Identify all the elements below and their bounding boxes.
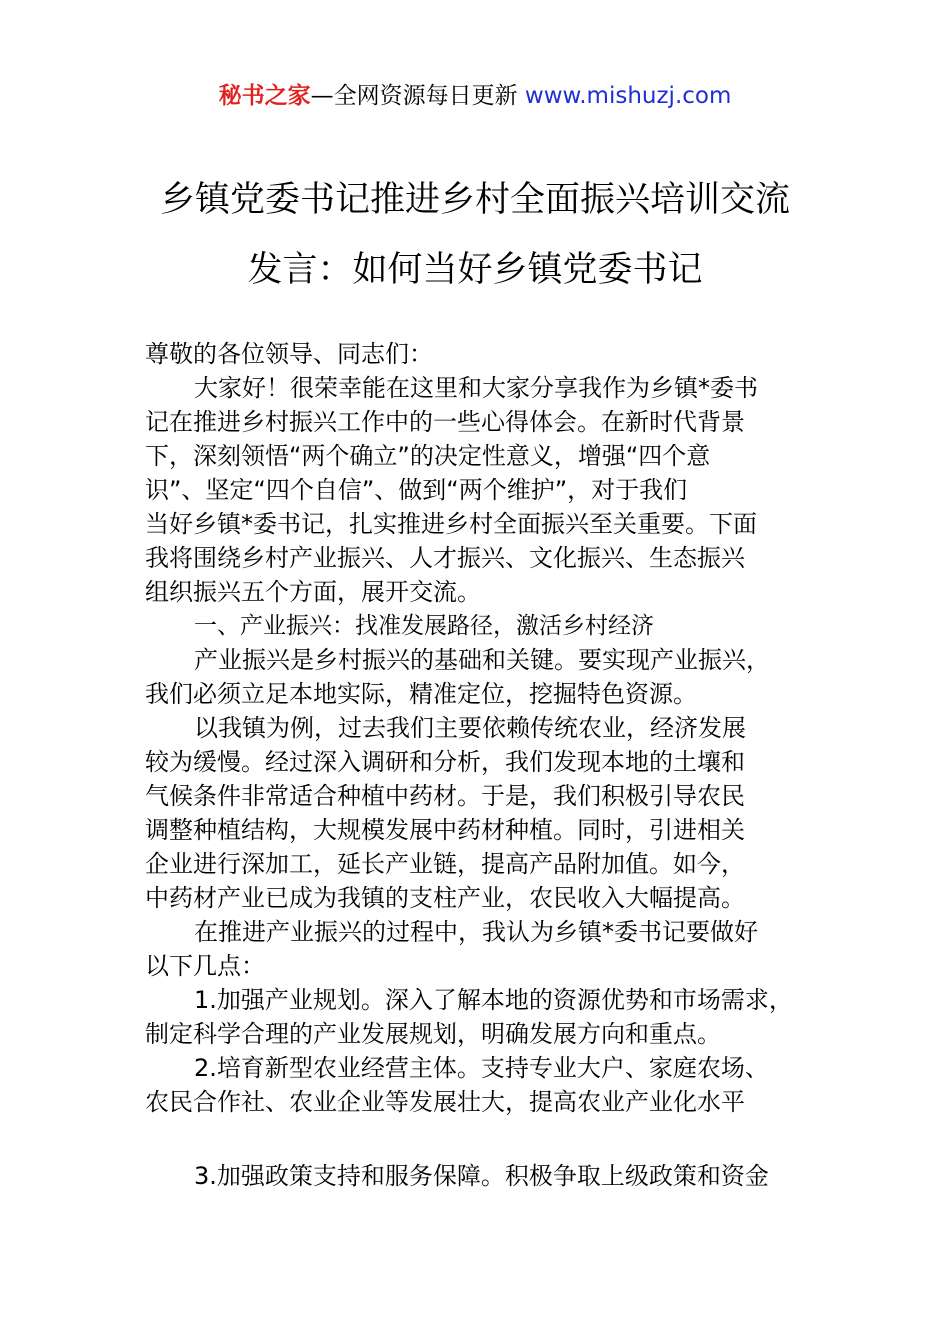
salutation: 尊敬的各位领导、同志们：: [145, 340, 433, 368]
section-heading: 一、产业振兴：找准发展路径，激活乡村经济: [194, 613, 654, 639]
site-tagline: —全网资源每日更新: [310, 83, 525, 109]
list-item-line: 3.加强政策支持和服务保障。积极争取上级政策和资金: [194, 1162, 769, 1190]
paragraph-line: 大家好！很荣幸能在这里和大家分享我作为乡镇*委书: [194, 374, 758, 402]
paragraph-line: 气候条件非常适合种植中药材。于是，我们积极引导农民: [145, 782, 745, 810]
list-item-line: 2.培育新型农业经营主体。支持专业大户、家庭农场、: [194, 1054, 769, 1082]
paragraph-line: 中药材产业已成为我镇的支柱产业，农民收入大幅提高。: [145, 884, 745, 912]
blank-gap: [145, 1119, 815, 1159]
site-header: [0, 80, 950, 112]
paragraph-line: 企业进行深加工，延长产业链，提高产品附加值。如今，: [145, 850, 745, 878]
paragraph-line: 组织振兴五个方面，展开交流。: [145, 578, 481, 606]
document-body: [145, 337, 815, 1193]
paragraph-line: 当好乡镇*委书记，扎实推进乡村全面振兴至关重要。下面: [145, 510, 757, 538]
paragraph-line: 我将围绕乡村产业振兴、人才振兴、文化振兴、生态振兴: [145, 544, 745, 572]
paragraph-line: 在推进产业振兴的过程中，我认为乡镇*委书记要做好: [194, 918, 758, 946]
document-title-line-2: 发言：如何当好乡镇党委书记: [247, 250, 703, 290]
paragraph-line: 识”、坚定“四个自信”、做到“两个维护”，对于我们: [145, 476, 688, 504]
paragraph-line: 下，深刻领悟“两个确立”的决定性意义，增强“四个意: [145, 442, 711, 470]
paragraph-line: 产业振兴是乡村振兴的基础和关键。要实现产业振兴，: [194, 646, 770, 674]
paragraph-line: 较为缓慢。经过深入调研和分析，我们发现本地的土壤和: [145, 748, 745, 776]
list-item-line: 制定科学合理的产业发展规划，明确发展方向和重点。: [145, 1020, 721, 1048]
site-url-link[interactable]: www.mishuzj.com: [524, 83, 732, 109]
list-item-line: 农民合作社、农业企业等发展壮大，提高农业产业化水平: [145, 1088, 745, 1116]
paragraph-line: 调整种植结构，大规模发展中药材种植。同时，引进相关: [145, 816, 745, 844]
list-item-line: 1.加强产业规划。深入了解本地的资源优势和市场需求，: [194, 986, 793, 1014]
paragraph-line: 以我镇为例，过去我们主要依赖传统农业，经济发展: [194, 714, 746, 742]
paragraph-line: 我们必须立足本地实际，精准定位，挖掘特色资源。: [145, 680, 697, 708]
document-title-line-1: 乡镇党委书记推进乡村全面振兴培训交流: [159, 180, 790, 220]
paragraph-line: 以下几点：: [145, 952, 265, 980]
site-brand: 秘书之家: [218, 83, 311, 109]
paragraph-line: 记在推进乡村振兴工作中的一些心得体会。在新时代背景: [145, 408, 745, 436]
